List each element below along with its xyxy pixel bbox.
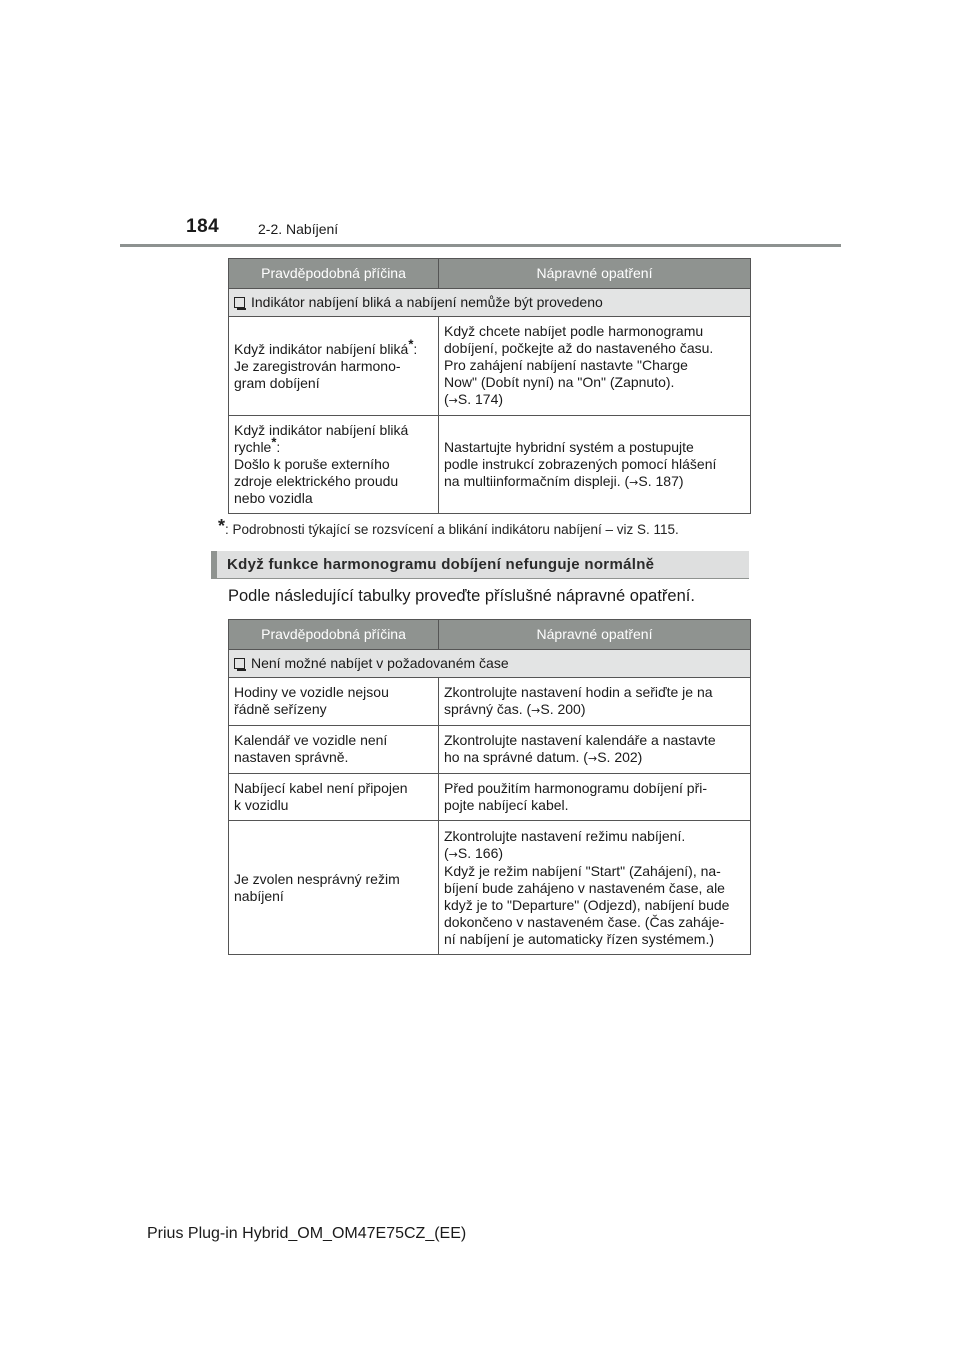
cause-text: Hodiny ve vozidle nejsou (234, 684, 389, 700)
remedy-text: bíjení bude zahájeno v nastaveném čase, ale (444, 879, 725, 896)
remedy-text: Když je režim nabíjení "Start" (Zahájení), na- (444, 862, 721, 879)
page-reference-link[interactable]: S. 187) (638, 472, 684, 489)
page-reference-link[interactable]: S. 174) (457, 391, 504, 407)
table-header-row (229, 620, 751, 650)
cause-text: nabíjení (234, 887, 284, 904)
remedy-text: dobíjení, počkejte až do nastaveného času. (444, 340, 714, 356)
table-group-row (229, 650, 751, 678)
column-header-remedy: Nápravné opatření (439, 620, 751, 650)
cause-text: Je zaregistrován harmono- (234, 357, 401, 374)
remedy-text: pojte nabíjecí kabel. (444, 797, 569, 813)
cause-text: : (276, 439, 281, 455)
page-reference-link[interactable]: S. 202) (597, 749, 643, 765)
footnote-star: * (218, 516, 226, 536)
arrow-icon: → (531, 704, 541, 717)
remedy-cell (439, 317, 751, 416)
subheading-text: Když funkce harmonogramu dobíjení nefunguje normálně (227, 556, 655, 573)
cause-cell (229, 726, 439, 774)
table-row (229, 416, 751, 514)
table-header-row (229, 259, 751, 289)
group-label: Není možné nabíjet v požadovaném čase (251, 655, 509, 671)
cause-cell (229, 774, 439, 821)
cause-text: Nabíjecí kabel není připojen (234, 780, 408, 796)
page-reference-link[interactable]: S. 166) (457, 844, 504, 861)
cause-cell (229, 416, 439, 514)
group-label-cell (229, 650, 751, 678)
section-subheading (211, 551, 749, 579)
remedy-text: správný čas. ( (444, 701, 532, 717)
remedy-text: Před použitím harmonogramu dobíjení při- (444, 780, 708, 796)
remedy-text: podle instrukcí zobrazených pomocí hlášení (444, 455, 717, 472)
column-header-cause: Pravděpodobná příčina (229, 259, 439, 289)
cause-text: nastaven správně. (234, 749, 349, 765)
footnote-marker: * (408, 335, 414, 351)
cause-text: Když indikátor nabíjení bliká (234, 340, 409, 357)
table-row (229, 317, 751, 416)
cause-text: : (413, 340, 418, 357)
arrow-icon: → (629, 475, 639, 489)
checkbox-bullet-icon (234, 297, 245, 308)
page-number: 184 (186, 216, 220, 237)
cause-text: Je zvolen nesprávný režim (234, 870, 400, 887)
paren: ( (444, 391, 449, 407)
cause-cell (229, 317, 439, 416)
cause-cell (229, 821, 439, 955)
remedy-text: Pro zahájení nabíjení nastavte "Charge (444, 357, 688, 373)
cause-text: Kalendář ve vozidle není (234, 732, 388, 748)
column-header-cause: Pravděpodobná příčina (229, 620, 439, 650)
remedy-text: Zkontrolujte nastavení hodin a seřiďte je na (444, 684, 713, 700)
troubleshooting-table-charging-indicator (228, 258, 751, 514)
footnote-marker: * (271, 434, 277, 450)
remedy-cell (439, 774, 751, 821)
footnote-text: : Podrobnosti týkající se rozsvícení a blikání indikátoru nabíjení – viz S. 115. (225, 522, 679, 537)
lead-paragraph: Podle následující tabulky proveďte příslušné nápravné opatření. (228, 587, 695, 605)
cause-text: Došlo k poruše externího (234, 456, 390, 472)
group-label: Indikátor nabíjení bliká a nabíjení nemůže být provedeno (251, 294, 603, 310)
remedy-text: na multiinformačním displeji. ( (444, 472, 630, 489)
remedy-cell (439, 821, 751, 955)
cause-text: rychle (234, 439, 272, 455)
remedy-text: dokončeno v nastaveném čase. (Čas zaháje- (444, 913, 725, 930)
remedy-text: Zkontrolujte nastavení kalendáře a nastavte (444, 732, 716, 748)
cause-cell (229, 678, 439, 726)
paren: ( (444, 844, 449, 861)
footnote (218, 516, 679, 537)
remedy-text: ní nabíjení je automaticky řízen systémem.) (444, 930, 714, 947)
group-label-cell (229, 289, 751, 317)
table-row (229, 774, 751, 821)
arrow-icon: → (448, 394, 458, 407)
remedy-cell (439, 726, 751, 774)
checkbox-bullet-icon (234, 658, 245, 669)
table-group-row (229, 289, 751, 317)
cause-text: gram dobíjení (234, 374, 320, 391)
cause-text: k vozidlu (234, 797, 289, 813)
remedy-text: Nastartujte hybridní systém a postupujte (444, 438, 694, 455)
header-divider (120, 244, 841, 247)
table-row (229, 821, 751, 955)
cause-text: Když indikátor nabíjení bliká (234, 422, 409, 438)
remedy-text: Now" (Dobít nyní) na "On" (Zapnuto). (444, 374, 675, 390)
section-label: 2-2. Nabíjení (258, 221, 339, 237)
arrow-icon: → (448, 847, 458, 861)
table-row (229, 726, 751, 774)
document-footer: Prius Plug-in Hybrid_OM_OM47E75CZ_(EE) (147, 1225, 467, 1242)
troubleshooting-table-schedule (228, 619, 751, 955)
remedy-text: když je to "Departure" (Odjezd), nabíjení bude (444, 896, 730, 913)
remedy-cell (439, 416, 751, 514)
remedy-text: Když chcete nabíjet podle harmonogramu (444, 323, 704, 339)
arrow-icon: → (587, 752, 598, 765)
page-reference-link[interactable]: S. 200) (540, 701, 586, 717)
remedy-text: Zkontrolujte nastavení režimu nabíjení. (444, 827, 686, 844)
remedy-cell (439, 678, 751, 726)
table-row (229, 678, 751, 726)
cause-text: nebo vozidla (234, 490, 313, 506)
column-header-remedy: Nápravné opatření (439, 259, 751, 289)
cause-text: zdroje elektrického proudu (234, 473, 399, 489)
remedy-text: ho na správné datum. ( (444, 749, 588, 765)
cause-text: řádně seřízeny (234, 701, 327, 717)
